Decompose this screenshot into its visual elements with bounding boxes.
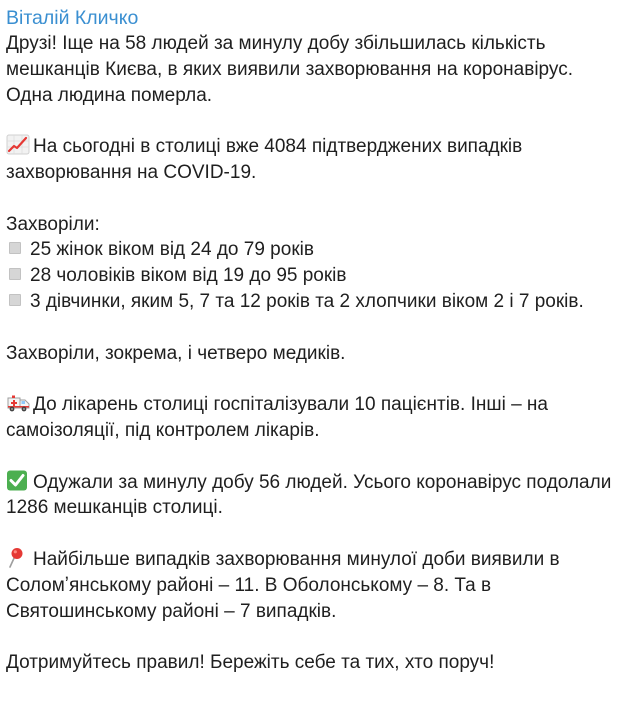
hospital-text: До лікарень столиці госпіталізували 10 пацієнтів. Інші – на самоізоляції, під контролем лікарів.	[6, 394, 548, 441]
sick-list-item-text: 25 жінок віком від 24 до 79 років	[30, 239, 314, 261]
check-mark-button-icon	[6, 470, 31, 491]
hospital-paragraph	[6, 392, 618, 444]
post-author-name[interactable]: Віталій Кличко	[6, 7, 139, 29]
sick-list-item	[6, 289, 618, 315]
paragraph-gap	[6, 366, 618, 392]
sick-list-item	[6, 263, 618, 289]
paragraph-gap	[6, 521, 618, 547]
recovered-text: Одужали за минулу добу 56 людей. Усього коронавірус подолали 1286 мешканців столиці.	[6, 471, 612, 519]
recovered-paragraph	[6, 470, 618, 522]
paragraph-gap	[6, 315, 618, 341]
white-square-bullet-icon	[9, 268, 21, 280]
chart-increasing-icon	[6, 134, 31, 155]
white-square-bullet-icon	[9, 242, 21, 254]
closing-text: Дотримуйтесь правил! Бережіть себе та тих, хто поруч!	[6, 652, 495, 674]
sick-list-item-text: 3 дівчинки, яким 5, 7 та 12 років та 2 хлопчики віком 2 і 7 років.	[30, 290, 584, 312]
paragraph-gap	[6, 444, 618, 470]
sick-heading: Захворіли:	[6, 213, 100, 235]
districts-text: Найбільше випадків захворювання минулої доби виявили в Соломʼянському районі – 11. В Оболонському – 8. Та в Святошинському районі – 7 випадків.	[6, 548, 560, 622]
districts-paragraph	[6, 547, 618, 624]
sick-list-item-text: 28 чоловіків віком від 19 до 95 років	[30, 265, 347, 287]
white-square-bullet-icon	[9, 294, 21, 306]
sick-list-item	[6, 237, 618, 263]
paragraph-gap	[6, 108, 618, 134]
total-cases-paragraph	[6, 134, 618, 186]
paragraph-gap	[6, 186, 618, 212]
round-pushpin-icon	[6, 547, 31, 568]
paragraph-gap	[6, 624, 618, 650]
telegram-post	[6, 6, 618, 676]
total-cases-text: На сьогодні в столиці вже 4084 підтверджених випадків захворювання на COVID-19.	[6, 136, 523, 183]
ambulance-icon	[6, 392, 31, 413]
medics-text: Захворіли, зокрема, і четверо медиків.	[6, 342, 346, 364]
post-intro-text: Друзі! Іще на 58 людей за минулу добу збільшилась кількість мешканців Києва, в яких виявили захворювання на коронавірус. Одна людина померла.	[6, 33, 573, 106]
